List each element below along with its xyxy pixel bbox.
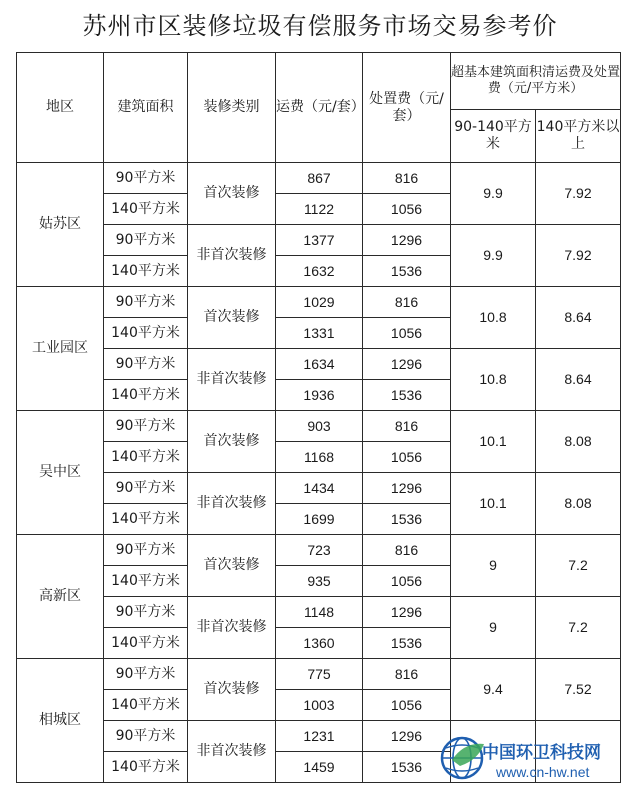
table-row <box>17 163 621 194</box>
area-cell: 140平方米 <box>104 752 188 783</box>
freight-cell: 1360 <box>276 628 363 659</box>
disposal-cell: 1536 <box>363 256 451 287</box>
freight-cell: 1699 <box>276 504 363 535</box>
header-row <box>17 53 621 110</box>
freight-cell: 1231 <box>276 721 363 752</box>
disposal-cell: 1296 <box>363 597 451 628</box>
table-row <box>17 535 621 566</box>
area-cell: 90平方米 <box>104 473 188 504</box>
disposal-cell: 1296 <box>363 349 451 380</box>
area-cell: 140平方米 <box>104 628 188 659</box>
disposal-cell: 1536 <box>363 752 451 783</box>
area-cell: 140平方米 <box>104 318 188 349</box>
category-cell: 首次装修 <box>188 535 276 597</box>
disposal-cell: 1056 <box>363 566 451 597</box>
excess-140-plus-cell: 7.92 <box>536 225 621 287</box>
excess-140-plus-cell: 7.2 <box>536 597 621 659</box>
excess-90-140-cell: 10.8 <box>451 349 536 411</box>
header-excess: 超基本建筑面积清运费及处置费（元/平方米） <box>451 53 621 110</box>
disposal-cell: 1056 <box>363 194 451 225</box>
disposal-cell: 816 <box>363 411 451 442</box>
excess-90-140-cell: 9.9 <box>451 225 536 287</box>
freight-cell: 903 <box>276 411 363 442</box>
district-cell: 姑苏区 <box>17 163 104 287</box>
table-row <box>17 597 621 628</box>
area-cell: 140平方米 <box>104 194 188 225</box>
disposal-cell: 816 <box>363 659 451 690</box>
disposal-cell: 1296 <box>363 473 451 504</box>
category-cell: 非首次装修 <box>188 597 276 659</box>
freight-cell: 1936 <box>276 380 363 411</box>
area-cell: 90平方米 <box>104 535 188 566</box>
category-cell: 非首次装修 <box>188 349 276 411</box>
freight-cell: 1148 <box>276 597 363 628</box>
freight-cell: 1632 <box>276 256 363 287</box>
freight-cell: 1331 <box>276 318 363 349</box>
category-cell: 首次装修 <box>188 411 276 473</box>
disposal-cell: 816 <box>363 163 451 194</box>
header-excess-90-140: 90-140平方米 <box>451 110 536 163</box>
excess-90-140-cell: 10.1 <box>451 473 536 535</box>
category-cell: 首次装修 <box>188 163 276 225</box>
disposal-cell: 1536 <box>363 504 451 535</box>
area-cell: 140平方米 <box>104 442 188 473</box>
page-title: 苏州市区装修垃圾有偿服务市场交易参考价 <box>82 12 558 40</box>
disposal-cell: 1536 <box>363 380 451 411</box>
area-cell: 90平方米 <box>104 659 188 690</box>
excess-140-plus-cell: 8.64 <box>536 349 621 411</box>
category-cell: 非首次装修 <box>188 473 276 535</box>
header-area: 建筑面积 <box>104 53 188 163</box>
table-row <box>17 287 621 318</box>
watermark-name: 中国环卫科技网 <box>482 743 601 763</box>
area-cell: 140平方米 <box>104 566 188 597</box>
table-row <box>17 349 621 380</box>
excess-90-140-cell: 10.8 <box>451 287 536 349</box>
disposal-cell: 816 <box>363 535 451 566</box>
freight-cell: 1434 <box>276 473 363 504</box>
area-cell: 90平方米 <box>104 349 188 380</box>
area-cell: 90平方米 <box>104 287 188 318</box>
category-cell: 首次装修 <box>188 659 276 721</box>
excess-140-plus-cell: 7.92 <box>536 163 621 225</box>
area-cell: 90平方米 <box>104 721 188 752</box>
freight-cell: 867 <box>276 163 363 194</box>
excess-90-140-cell: 10.1 <box>451 411 536 473</box>
freight-cell: 1377 <box>276 225 363 256</box>
area-cell: 90平方米 <box>104 163 188 194</box>
header-disposal: 处置费（元/套） <box>363 53 451 163</box>
district-cell: 高新区 <box>17 535 104 659</box>
disposal-cell: 1056 <box>363 690 451 721</box>
excess-140-plus-cell: 8.08 <box>536 473 621 535</box>
category-cell: 非首次装修 <box>188 721 276 783</box>
header-freight: 运费（元/套） <box>276 53 363 163</box>
table-row <box>17 225 621 256</box>
category-cell: 非首次装修 <box>188 225 276 287</box>
freight-cell: 1459 <box>276 752 363 783</box>
excess-90-140-cell: 9.9 <box>451 163 536 225</box>
freight-cell: 1003 <box>276 690 363 721</box>
excess-90-140-cell: 9.4 <box>451 659 536 721</box>
district-cell: 相城区 <box>17 659 104 783</box>
disposal-cell: 1056 <box>363 318 451 349</box>
disposal-cell: 1296 <box>363 225 451 256</box>
excess-140-plus-cell: 8.08 <box>536 411 621 473</box>
disposal-cell: 1536 <box>363 628 451 659</box>
table-body <box>17 163 621 783</box>
excess-90-140-cell: 9 <box>451 535 536 597</box>
freight-cell: 775 <box>276 659 363 690</box>
header-category: 装修类别 <box>188 53 276 163</box>
table-row <box>17 659 621 690</box>
freight-cell: 935 <box>276 566 363 597</box>
header-district: 地区 <box>17 53 104 163</box>
area-cell: 90平方米 <box>104 411 188 442</box>
excess-90-140-cell: 9 <box>451 597 536 659</box>
table-row <box>17 411 621 442</box>
excess-140-plus-cell: 7.52 <box>536 659 621 721</box>
area-cell: 90平方米 <box>104 597 188 628</box>
table-row <box>17 473 621 504</box>
category-cell: 首次装修 <box>188 287 276 349</box>
freight-cell: 1122 <box>276 194 363 225</box>
disposal-cell: 816 <box>363 287 451 318</box>
area-cell: 140平方米 <box>104 690 188 721</box>
price-table <box>16 52 621 783</box>
disposal-cell: 1296 <box>363 721 451 752</box>
freight-cell: 1029 <box>276 287 363 318</box>
area-cell: 90平方米 <box>104 225 188 256</box>
freight-cell: 1168 <box>276 442 363 473</box>
freight-cell: 723 <box>276 535 363 566</box>
excess-140-plus-cell: 7.2 <box>536 535 621 597</box>
disposal-cell: 1056 <box>363 442 451 473</box>
excess-140-plus-cell: 8.64 <box>536 287 621 349</box>
district-cell: 工业园区 <box>17 287 104 411</box>
area-cell: 140平方米 <box>104 504 188 535</box>
area-cell: 140平方米 <box>104 380 188 411</box>
watermark <box>438 730 624 788</box>
district-cell: 吴中区 <box>17 411 104 535</box>
header-excess-140-plus: 140平方米以上 <box>536 110 621 163</box>
freight-cell: 1634 <box>276 349 363 380</box>
area-cell: 140平方米 <box>104 256 188 287</box>
watermark-url: www.cn-hw.net <box>496 764 590 780</box>
